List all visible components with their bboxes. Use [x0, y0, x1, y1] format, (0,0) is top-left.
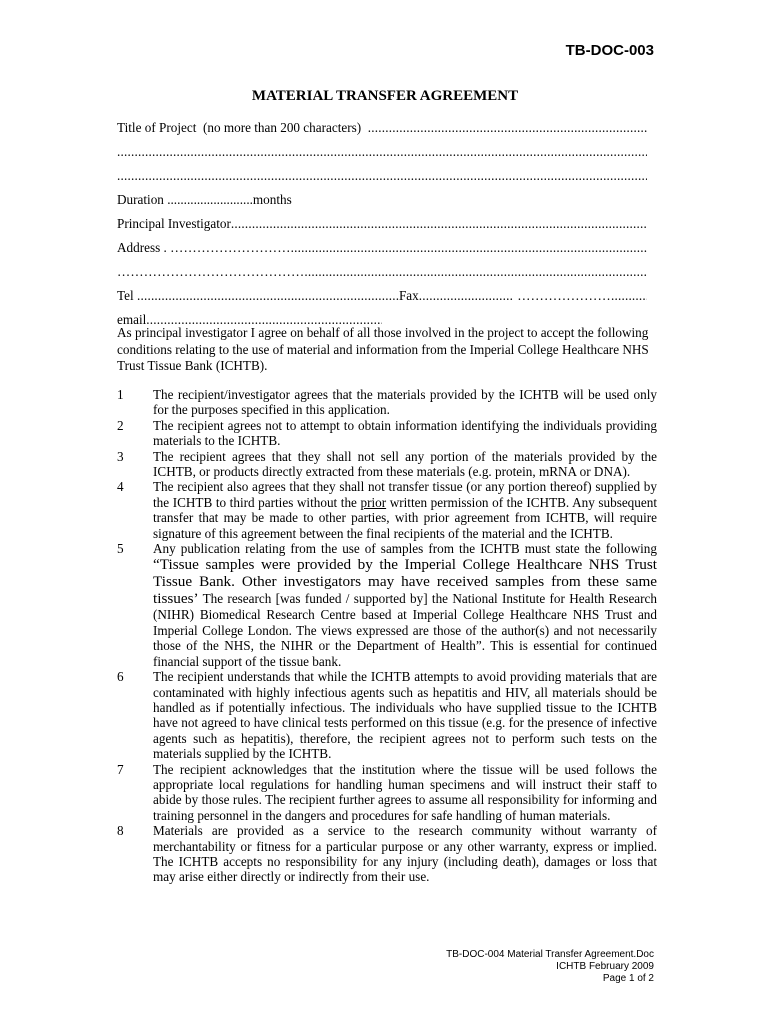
- list-item: [117, 449, 657, 480]
- list-item: [117, 541, 657, 669]
- footer-date: ICHTB February 2009: [556, 961, 654, 972]
- tel-fax-field[interactable]: [117, 287, 647, 311]
- tel-dots: [137, 287, 399, 305]
- item-text-part: written permission of the ICHTB. Any subsequent transfer that may be made to other parties, with prior agreement from ICHTB, will require signature of this agreement between the final recipients of the material and the ICHTB.: [153, 494, 657, 541]
- project-title-label: Title of Project (no more than 200 characters): [117, 120, 368, 135]
- list-item: [117, 387, 657, 418]
- item-text-part: Any publication relating from the use of samples from the ICHTB must state the following: [153, 541, 657, 557]
- principal-investigator-field[interactable]: [117, 215, 647, 239]
- project-title-dots-3: [117, 167, 647, 185]
- address-ellipsis: ……………………….: [170, 240, 295, 255]
- address-dots: [294, 239, 647, 257]
- fax-ellipsis: ………………….: [513, 288, 615, 303]
- fax-label: Fax: [398, 288, 419, 303]
- intro-paragraph: As principal investigator I agree on behalf of all those involved in the project to accept the following conditions relating to the use of material and information from the Imperial College Healthcare NHS Trust Tissue Bank (ICHTB).: [117, 325, 649, 373]
- duration-unit: months: [252, 192, 292, 207]
- tel-label: Tel: [117, 288, 137, 303]
- item-text: The recipient acknowledges that the institution where the tissue will be used follows the appropriate local regulations for handling human specimens and will instruct their staff to abide by those rules. The recipient further agrees to assume all responsibility for informing and training personnel in the dangers and procedures for safe handling of human materials.: [153, 761, 657, 823]
- fax-dots: [419, 287, 514, 305]
- document-id: TB-DOC-003: [565, 42, 654, 59]
- item-number: 6: [117, 669, 124, 685]
- item-text: Materials are provided as a service to the research community without warranty of merchantability or fitness for a particular purpose or any other warranty, express or implied. The ICHTB accepts no responsibility for any injury (including death), damages or loss that may arise either directly or indirectly from their use.: [153, 823, 657, 885]
- footer-page-number: Page 1 of 2: [602, 973, 654, 984]
- page-footer: [446, 949, 654, 985]
- item-number: 3: [117, 448, 124, 464]
- page-title: MATERIAL TRANSFER AGREEMENT: [251, 88, 519, 104]
- item-text: The recipient/investigator agrees that the materials provided by the ICHTB will be used only for the purposes specified in this application.: [153, 387, 657, 418]
- item-number: 7: [117, 761, 124, 777]
- item-text: The recipient agrees not to attempt to obtain information identifying the individuals providing materials to the ICHTB.: [153, 417, 657, 449]
- item-number: 1: [117, 387, 124, 402]
- address-field[interactable]: [117, 239, 647, 263]
- underlined-word: prior: [360, 494, 387, 510]
- list-item: [117, 418, 657, 449]
- pi-dots: [231, 215, 647, 233]
- duration-field[interactable]: [117, 191, 647, 215]
- list-item: [117, 669, 657, 761]
- item-text: [153, 541, 657, 669]
- footer-filename: TB-DOC-004 Material Transfer Agreement.Doc: [446, 949, 654, 960]
- project-title-line-3[interactable]: [117, 167, 647, 191]
- item-number: 2: [117, 417, 124, 433]
- fax-dots-2: [614, 287, 647, 305]
- duration-label: Duration: [117, 192, 168, 207]
- duration-dots: ..........................: [167, 192, 253, 207]
- project-title-dots: [368, 119, 647, 137]
- conditions-list: [117, 387, 657, 885]
- project-title-dots-2: [117, 143, 647, 161]
- pi-label: Principal Investigator: [117, 216, 231, 231]
- item-number: 8: [117, 823, 124, 839]
- project-title-field[interactable]: [117, 119, 647, 143]
- item-text: [153, 479, 657, 541]
- address-label: Address .: [117, 240, 171, 255]
- address-dots-2: [308, 263, 647, 281]
- item-number: 4: [117, 479, 124, 495]
- address-ellipsis-2: …………………………………….: [117, 264, 308, 279]
- address-line-2[interactable]: [117, 263, 647, 287]
- list-item: [117, 823, 657, 885]
- list-item: [117, 479, 657, 541]
- item-text-part: The research [was funded / supported by] the National Institute for Health Research (NIHR) Biomedical Research Centre based at Imperial College Healthcare NHS Trust and Imperial College London. The views expressed are those of the author(s) and not necessarily those of the NHS, the NIHR or the Department of Health”. This is essential for continued financial support of the tissue bank.: [153, 591, 657, 669]
- item-text: The recipient agrees that they shall not sell any portion of the materials provided by the ICHTB, or products directly extracted from these materials (e.g. protein, mRNA or DNA).: [153, 448, 657, 480]
- item-number: 5: [117, 541, 124, 557]
- project-title-line-2[interactable]: [117, 143, 647, 167]
- list-item: [117, 762, 657, 824]
- item-text: The recipient understands that while the ICHTB attempts to avoid providing materials that are contaminated with highly infectious agents such as hepatitis and HIV, all materials should be handled as if potentially infectious. The individuals who have supplied tissue to the ICHTB have not agreed to have clinical tests performed on this tissue (e.g. for the presence of infective agents such as hepatitis), therefore, the recipient agrees not to perform such tests on the materials supplied by the ICHTB.: [153, 669, 657, 762]
- email-label: email: [117, 312, 147, 327]
- acknowledgement-quote: “Tissue samples were provided by the Imperial College Healthcare NHS Trust Tissue Bank. Other investigators may have received samples from these same tissues’: [153, 556, 657, 608]
- form-fields: [117, 119, 647, 335]
- item-text-part: The recipient also agrees that they shall not transfer tissue (or any portion thereof) supplied by the ICHTB to third parties without the: [153, 479, 657, 510]
